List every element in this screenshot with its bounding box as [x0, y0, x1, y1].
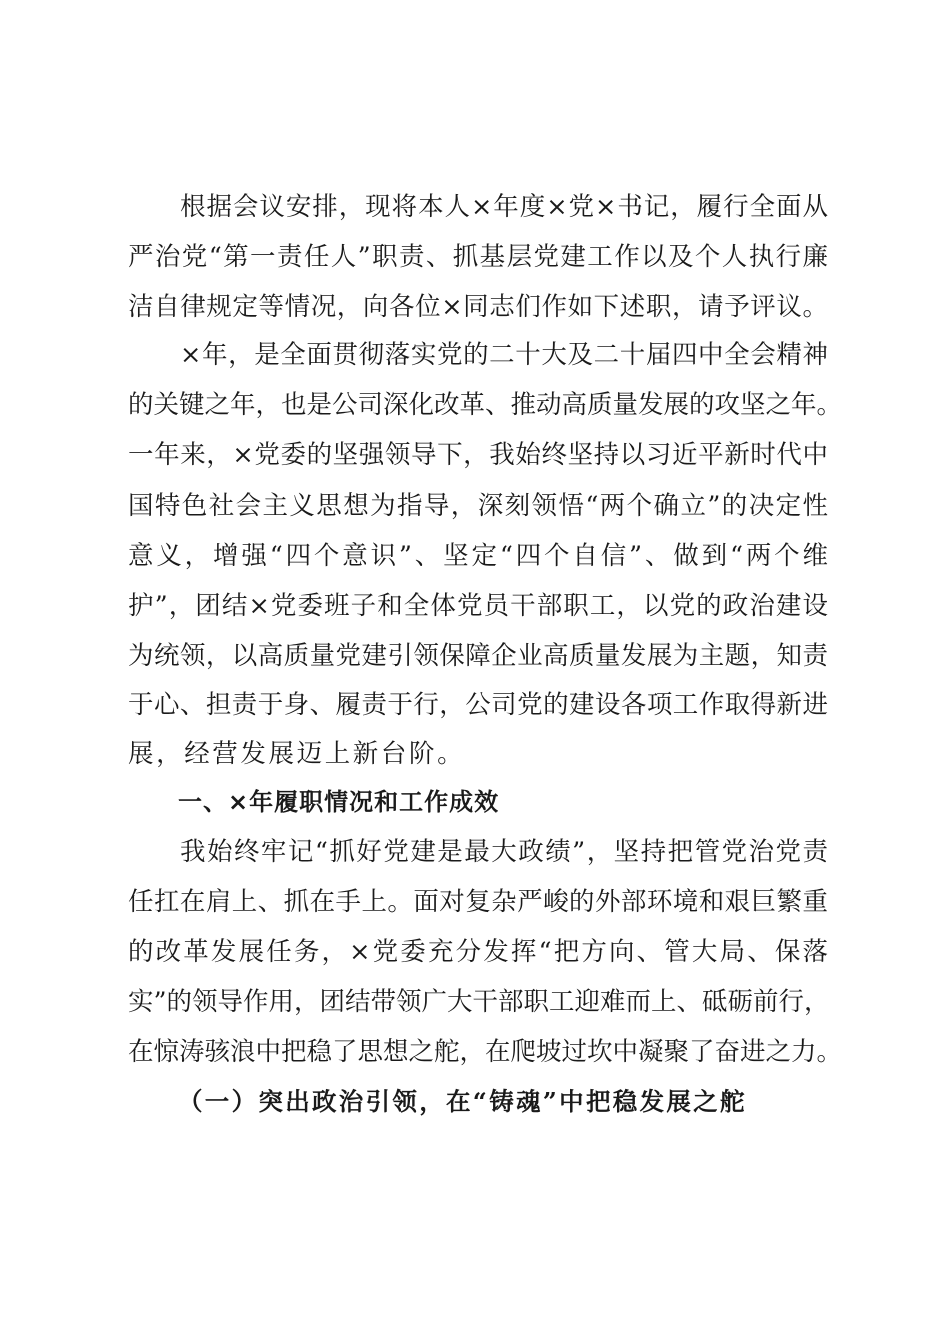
paragraph-line: 严治党“第一责任人”职责、抓基层党建工作以及个人执行廉	[128, 242, 828, 272]
subsection-heading: （一）突出政治引领，在“铸魂”中把稳发展之舵	[178, 1087, 747, 1116]
paragraph-line: 于心、担责于身、履责于行，公司党的建设各项工作取得新进	[128, 690, 828, 720]
paragraph-line: 的改革发展任务，×党委充分发挥“把方向、管大局、保落	[128, 937, 828, 967]
paragraph-line: 一年来，×党委的坚强领导下，我始终坚持以习近平新时代中	[128, 440, 828, 470]
paragraph-line: 根据会议安排，现将本人×年度×党×书记，履行全面从	[180, 192, 828, 222]
paragraph-line: 实”的领导作用，团结带领广大干部职工迎难而上、砥砺前行，	[128, 987, 830, 1017]
paragraph-line: 洁自律规定等情况，向各位×同志们作如下述职，请予评议。	[128, 292, 828, 322]
paragraph-line: 护”，团结×党委班子和全体党员干部职工，以党的政治建设	[128, 591, 828, 621]
paragraph-line: 展，经营发展迈上新台阶。	[128, 739, 466, 769]
paragraph-line: 我始终牢记“抓好党建是最大政绩”，坚持把管党治党责	[180, 837, 828, 867]
paragraph-line: ×年，是全面贯彻落实党的二十大及二十届四中全会精神	[180, 340, 828, 370]
paragraph-line: 国特色社会主义思想为指导，深刻领悟“两个确立”的决定性	[128, 491, 828, 521]
paragraph-line: 的关键之年，也是公司深化改革、推动高质量发展的攻坚之年。	[128, 390, 843, 420]
paragraph-line: 任扛在肩上、抓在手上。面对复杂严峻的外部环境和艰巨繁重	[128, 887, 828, 917]
paragraph-line: 为统领，以高质量党建引领保障企业高质量发展为主题，知责	[128, 641, 828, 671]
section-heading: 一、×年履职情况和工作成效	[178, 788, 500, 816]
paragraph-line: 在惊涛骇浪中把稳了思想之舵，在爬坡过坎中凝聚了奋进之力。	[128, 1037, 843, 1067]
paragraph-line: 意义，增强“四个意识”、坚定“四个自信”、做到“两个维	[128, 541, 828, 571]
